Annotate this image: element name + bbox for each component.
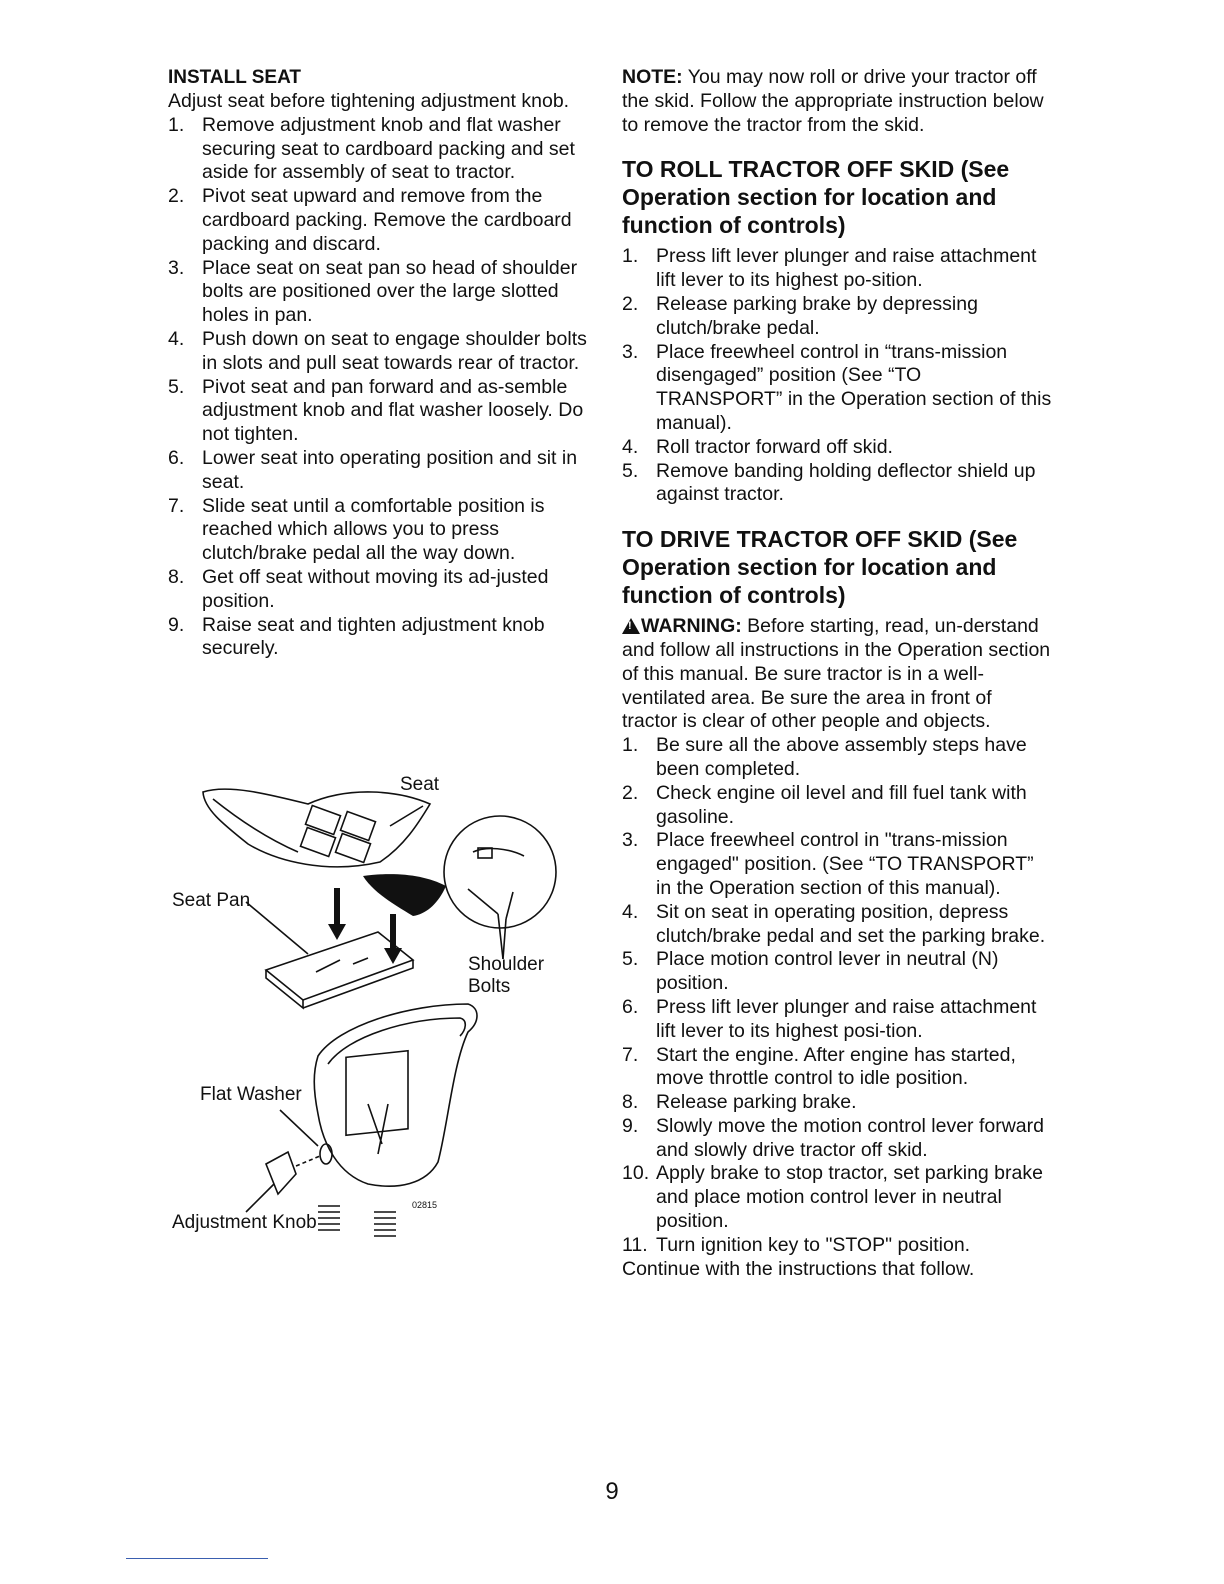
seat-assembly-illustration: [168, 764, 588, 1244]
step-text: Remove adjustment knob and flat washer securing seat to cardboard packing and set aside for assembly of seat to tractor.: [202, 113, 575, 184]
step-text: Start the engine. After engine has started, move throttle control to idle position.: [656, 1043, 1016, 1090]
step-text: Raise seat and tighten adjustment knob securely.: [202, 613, 545, 660]
step-text: Place motion control lever in neutral (N) position.: [656, 948, 999, 995]
drive-tractor-steps: [622, 734, 1052, 1258]
step-number: 4.: [168, 327, 185, 350]
footer-line: [126, 1558, 268, 1559]
step-text: Place seat on seat pan so head of shoulder bolts are positioned over the large slotted holes in pan.: [202, 256, 578, 327]
step-number: 5.: [168, 375, 185, 398]
note-paragraph: [622, 66, 1052, 137]
list-item: [622, 901, 1052, 949]
step-text: Turn ignition key to "STOP" position.: [656, 1233, 971, 1256]
step-number: 9.: [168, 613, 185, 636]
seat-assembly-drawing: [168, 764, 588, 1244]
note-text: You may now roll or drive your tractor off the skid. Follow the appropriate instruction below to remove the tractor from the skid.: [622, 66, 1044, 136]
list-item: [168, 185, 598, 256]
step-number: 9.: [622, 1114, 639, 1137]
step-text: Slowly move the motion control lever forward and slowly drive tractor off skid.: [656, 1114, 1044, 1161]
step-text: Place freewheel control in "trans-mission engaged" position. (See “TO TRANSPORT” in the Operation section of this manual).: [656, 829, 1034, 899]
step-number: 3.: [168, 256, 185, 279]
drive-tractor-heading: TO DRIVE TRACTOR OFF SKID (See Operation section for location and function of controls): [622, 526, 1018, 609]
continue-text: Continue with the instructions that follow.: [622, 1257, 975, 1280]
label-flat-washer: Flat Washer: [200, 1084, 302, 1105]
step-text: Press lift lever plunger and raise attachment lift lever to its highest posi-tion.: [656, 995, 1037, 1042]
step-number: 3.: [622, 829, 639, 852]
step-number: 11.: [622, 1233, 648, 1256]
list-item: [168, 376, 598, 447]
list-item: [622, 436, 1052, 460]
list-item: [622, 1044, 1052, 1092]
right-column: [622, 66, 1052, 1281]
figure-code: 02815: [412, 1200, 438, 1210]
step-number: 6.: [168, 446, 185, 469]
step-number: 2.: [168, 185, 185, 208]
note-label: NOTE:: [622, 66, 683, 88]
step-text: Check engine oil level and fill fuel tank with gasoline.: [656, 781, 1027, 828]
step-number: 6.: [622, 995, 639, 1018]
list-item: [622, 341, 1052, 436]
seat-pan-shape: [266, 932, 413, 1000]
install-seat-heading: INSTALL SEAT: [168, 67, 301, 88]
step-text: Push down on seat to engage shoulder bolts in slots and pull seat towards rear of tractor.: [202, 327, 587, 374]
list-item: [168, 114, 598, 185]
step-text: Release parking brake by depressing clutch/brake pedal.: [656, 292, 978, 339]
list-item: [622, 1234, 1052, 1258]
step-text: Remove banding holding deflector shield up against tractor.: [656, 459, 1036, 506]
roll-tractor-steps: [622, 245, 1052, 507]
step-number: 7.: [168, 494, 185, 517]
step-text: Be sure all the above assembly steps have been completed.: [656, 734, 1027, 780]
step-number: 1.: [622, 245, 639, 268]
label-bolts: Bolts: [468, 976, 511, 997]
step-number: 8.: [622, 1091, 639, 1114]
label-shoulder: Shoulder: [468, 954, 545, 975]
list-item: [622, 245, 1052, 293]
step-number: 4.: [622, 900, 639, 923]
list-item: [168, 495, 598, 566]
step-number: 7.: [622, 1043, 639, 1066]
list-item: [168, 328, 598, 376]
list-item: [168, 447, 598, 495]
list-item: [168, 614, 598, 662]
roll-tractor-heading: TO ROLL TRACTOR OFF SKID (See Operation section for location and function of controls): [622, 156, 1010, 239]
step-number: 2.: [622, 781, 639, 804]
spring-right: [374, 1212, 396, 1236]
step-text: Pivot seat upward and remove from the cardboard packing. Remove the cardboard packing and discard.: [202, 185, 572, 255]
label-adjustment-knob: Adjustment Knob: [172, 1212, 317, 1233]
list-item: [622, 1115, 1052, 1163]
list-item: [168, 566, 598, 614]
step-number: 8.: [168, 565, 185, 588]
install-seat-intro: Adjust seat before tightening adjustment knob.: [168, 90, 570, 112]
step-number: 10.: [622, 1162, 650, 1185]
step-number: 1.: [622, 734, 639, 757]
warning-icon: [622, 618, 640, 634]
step-text: Apply brake to stop tractor, set parking brake and place motion control lever in neutral position.: [656, 1162, 1043, 1233]
step-text: Sit on seat in operating position, depress clutch/brake pedal and set the parking brake.: [656, 900, 1046, 947]
step-text: Slide seat until a comfortable position is reached which allows you to press clutch/brake pedal all the way down.: [202, 494, 545, 565]
step-number: 1.: [168, 113, 185, 136]
list-item: [622, 460, 1052, 508]
spring-left: [318, 1206, 340, 1230]
step-number: 5.: [622, 459, 639, 482]
label-seat: Seat: [400, 774, 440, 795]
list-item: [622, 996, 1052, 1044]
list-item: [622, 734, 1052, 782]
step-text: Press lift lever plunger and raise attachment lift lever to its highest po-sition.: [656, 245, 1037, 292]
list-item: [622, 829, 1052, 900]
list-item: [622, 293, 1052, 341]
label-seat-pan: Seat Pan: [172, 890, 251, 911]
page-number: 9: [605, 1478, 619, 1505]
list-item: [622, 948, 1052, 996]
list-item: [622, 1162, 1052, 1233]
step-number: 5.: [622, 948, 639, 971]
step-text: Pivot seat and pan forward and as-semble adjustment knob and flat washer loosely. Do not tighten.: [202, 375, 584, 446]
step-text: Lower seat into operating position and sit in seat.: [202, 446, 578, 493]
list-item: [622, 1091, 1052, 1115]
step-text: Release parking brake.: [656, 1091, 857, 1114]
left-column: [168, 66, 598, 661]
warning-text: Before starting, read, un-derstand and follow all instructions in the Operation section of this manual. Be sure tractor is in a well-ventilated area. Be sure the area in front of tractor is clear of other people and objects.: [622, 615, 1051, 733]
step-number: 3.: [622, 340, 639, 363]
step-number: 4.: [622, 435, 639, 458]
step-text: Get off seat without moving its ad-justed position.: [202, 565, 549, 612]
install-seat-steps: [168, 114, 598, 661]
step-text: Roll tractor forward off skid.: [656, 435, 893, 458]
step-number: 2.: [622, 292, 639, 315]
step-text: Place freewheel control in “trans-mission disengaged” position (See “TO TRANSPORT” in the Operation section of this manual).: [656, 340, 1052, 434]
warning-paragraph: [622, 615, 1052, 734]
warning-label: WARNING:: [641, 615, 742, 638]
list-item: [168, 257, 598, 328]
list-item: [622, 782, 1052, 830]
